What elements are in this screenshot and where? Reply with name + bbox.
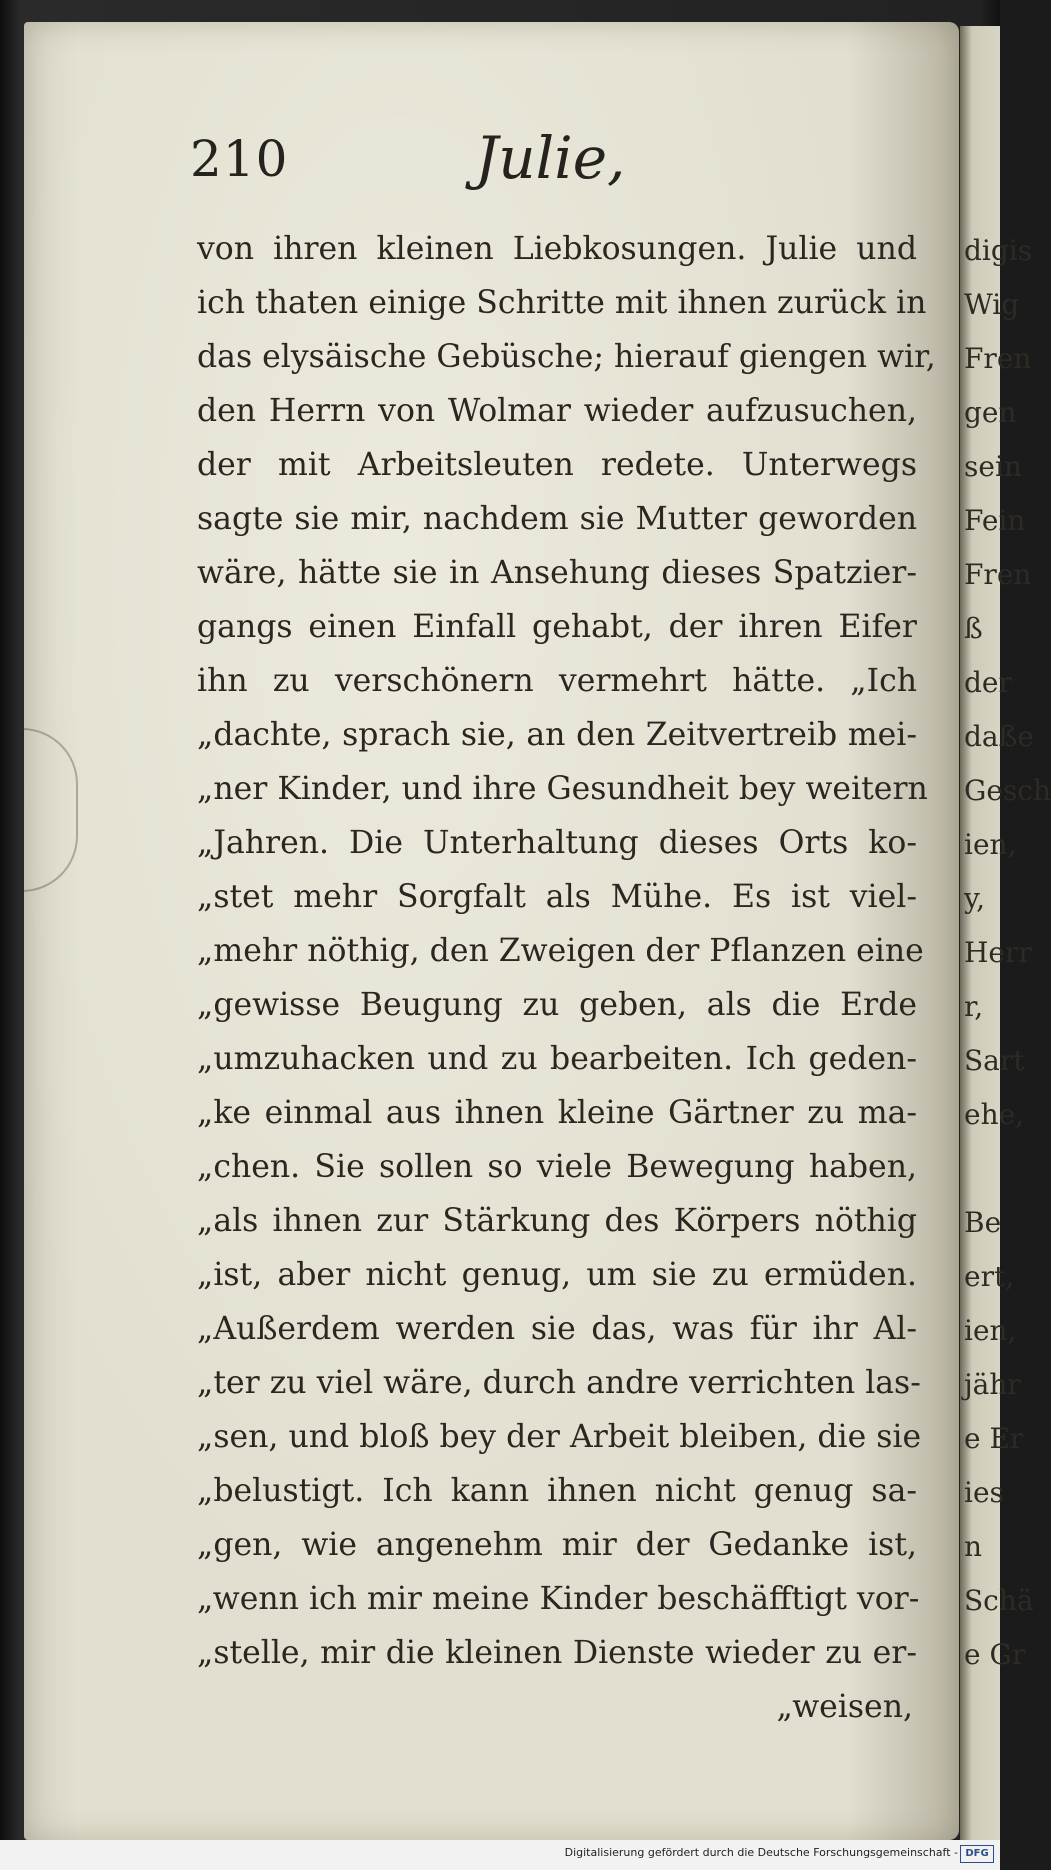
facing-page-fragment: ert, xyxy=(964,1260,1015,1293)
text-line: „sen, und bloß bey der Arbeit bleiben, die sie xyxy=(197,1419,922,1455)
facing-page-fragment: Sart xyxy=(964,1044,1025,1077)
page-number: 210 xyxy=(190,130,289,188)
running-title: Julie, xyxy=(475,124,626,192)
facing-page-fragment: Gesch xyxy=(964,774,1051,807)
text-line: „gewisse Beugung zu geben, als die Erde xyxy=(197,987,917,1023)
text-line: wäre, hätte sie in Ansehung dieses Spatzier- xyxy=(197,555,917,591)
facing-page-edge xyxy=(960,26,1051,1840)
facing-page-fragment: Schä xyxy=(964,1584,1034,1617)
facing-page-fragment: Herr xyxy=(964,936,1032,969)
dfg-logo: DFG xyxy=(960,1845,994,1863)
facing-page-fragment: e Gr xyxy=(964,1638,1026,1671)
text-line: „ist, aber nicht genug, um sie zu ermüden. xyxy=(197,1257,917,1293)
facing-page-fragment: y, xyxy=(964,882,985,915)
text-line: der mit Arbeitsleuten redete. Unterwegs xyxy=(197,447,917,483)
text-line: „ner Kinder, und ihre Gesundheit bey weitern xyxy=(197,771,928,807)
text-line: ich thaten einige Schritte mit ihnen zurück in xyxy=(197,285,927,321)
text-line: „dachte, sprach sie, an den Zeitvertreib mei- xyxy=(197,717,917,753)
text-line: „als ihnen zur Stärkung des Körpers nöthig xyxy=(197,1203,917,1239)
text-line: „stelle, mir die kleinen Dienste wieder zu er- xyxy=(197,1635,917,1671)
facing-page-fragment: digis xyxy=(964,234,1033,267)
text-line: gangs einen Einfall gehabt, der ihren Eifer xyxy=(197,609,917,645)
facing-page-fragment: Wig xyxy=(964,288,1020,321)
facing-page-fragment: jähr xyxy=(964,1368,1021,1401)
facing-page-fragment: der xyxy=(964,666,1012,699)
text-line: das elysäische Gebüsche; hierauf giengen wir, xyxy=(197,339,936,375)
text-line: sagte sie mir, nachdem sie Mutter geworden xyxy=(197,501,917,537)
text-line: von ihren kleinen Liebkosungen. Julie und xyxy=(197,231,917,267)
text-line: „ter zu viel wäre, durch andre verrichten las- xyxy=(197,1365,921,1401)
text-line: ihn zu verschönern vermehrt hätte. „Ich xyxy=(197,663,917,699)
facing-page-fragment: Fren xyxy=(964,558,1032,591)
text-line: „chen. Sie sollen so viele Bewegung haben, xyxy=(197,1149,917,1185)
facing-page-fragment: r, xyxy=(964,990,984,1023)
text-line: „mehr nöthig, den Zweigen der Pflanzen eine xyxy=(197,933,924,969)
catchword: „weisen, xyxy=(776,1689,913,1725)
text-line: „stet mehr Sorgfalt als Mühe. Es ist viel- xyxy=(197,879,917,915)
text-line: „gen, wie angenehm mir der Gedanke ist, xyxy=(197,1527,917,1563)
text-line: „Jahren. Die Unterhaltung dieses Orts ko- xyxy=(197,825,917,861)
text-line: „wenn ich mir meine Kinder beschäfftigt vor- xyxy=(197,1581,920,1617)
body-text xyxy=(197,222,936,1734)
facing-page-fragment: ien, xyxy=(964,1314,1017,1347)
facing-page-fragment: Fren xyxy=(964,342,1032,375)
facing-page-fragment: e Er xyxy=(964,1422,1024,1455)
facing-page-fragment: daße xyxy=(964,720,1034,753)
facing-page-fragment: n xyxy=(964,1530,983,1563)
facing-page-fragment: Fein xyxy=(964,504,1026,537)
text-line: „belustigt. Ich kann ihnen nicht genug sa- xyxy=(197,1473,917,1509)
facing-page-fragment: gen xyxy=(964,396,1017,429)
text-line: „Außerdem werden sie das, was für ihr Al- xyxy=(197,1311,917,1347)
facing-page-fragment: ies xyxy=(964,1476,1004,1509)
facing-page-fragment: sein xyxy=(964,450,1022,483)
running-head xyxy=(190,124,910,200)
text-line: „umzuhacken und zu bearbeiten. Ich geden- xyxy=(197,1041,917,1077)
facing-page-fragment: ß xyxy=(964,612,983,645)
facing-page-fragment: Be xyxy=(964,1206,1002,1239)
text-line: den Herrn von Wolmar wieder aufzusuchen, xyxy=(197,393,917,429)
facing-page-fragment: ehe, xyxy=(964,1098,1025,1131)
footer-credit: Digitalisierung gefördert durch die Deutsche Forschungsgemeinschaft - xyxy=(564,1846,958,1859)
facing-page-fragment: ien, xyxy=(964,828,1017,861)
text-line: „ke einmal aus ihnen kleine Gärtner zu ma- xyxy=(197,1095,917,1131)
